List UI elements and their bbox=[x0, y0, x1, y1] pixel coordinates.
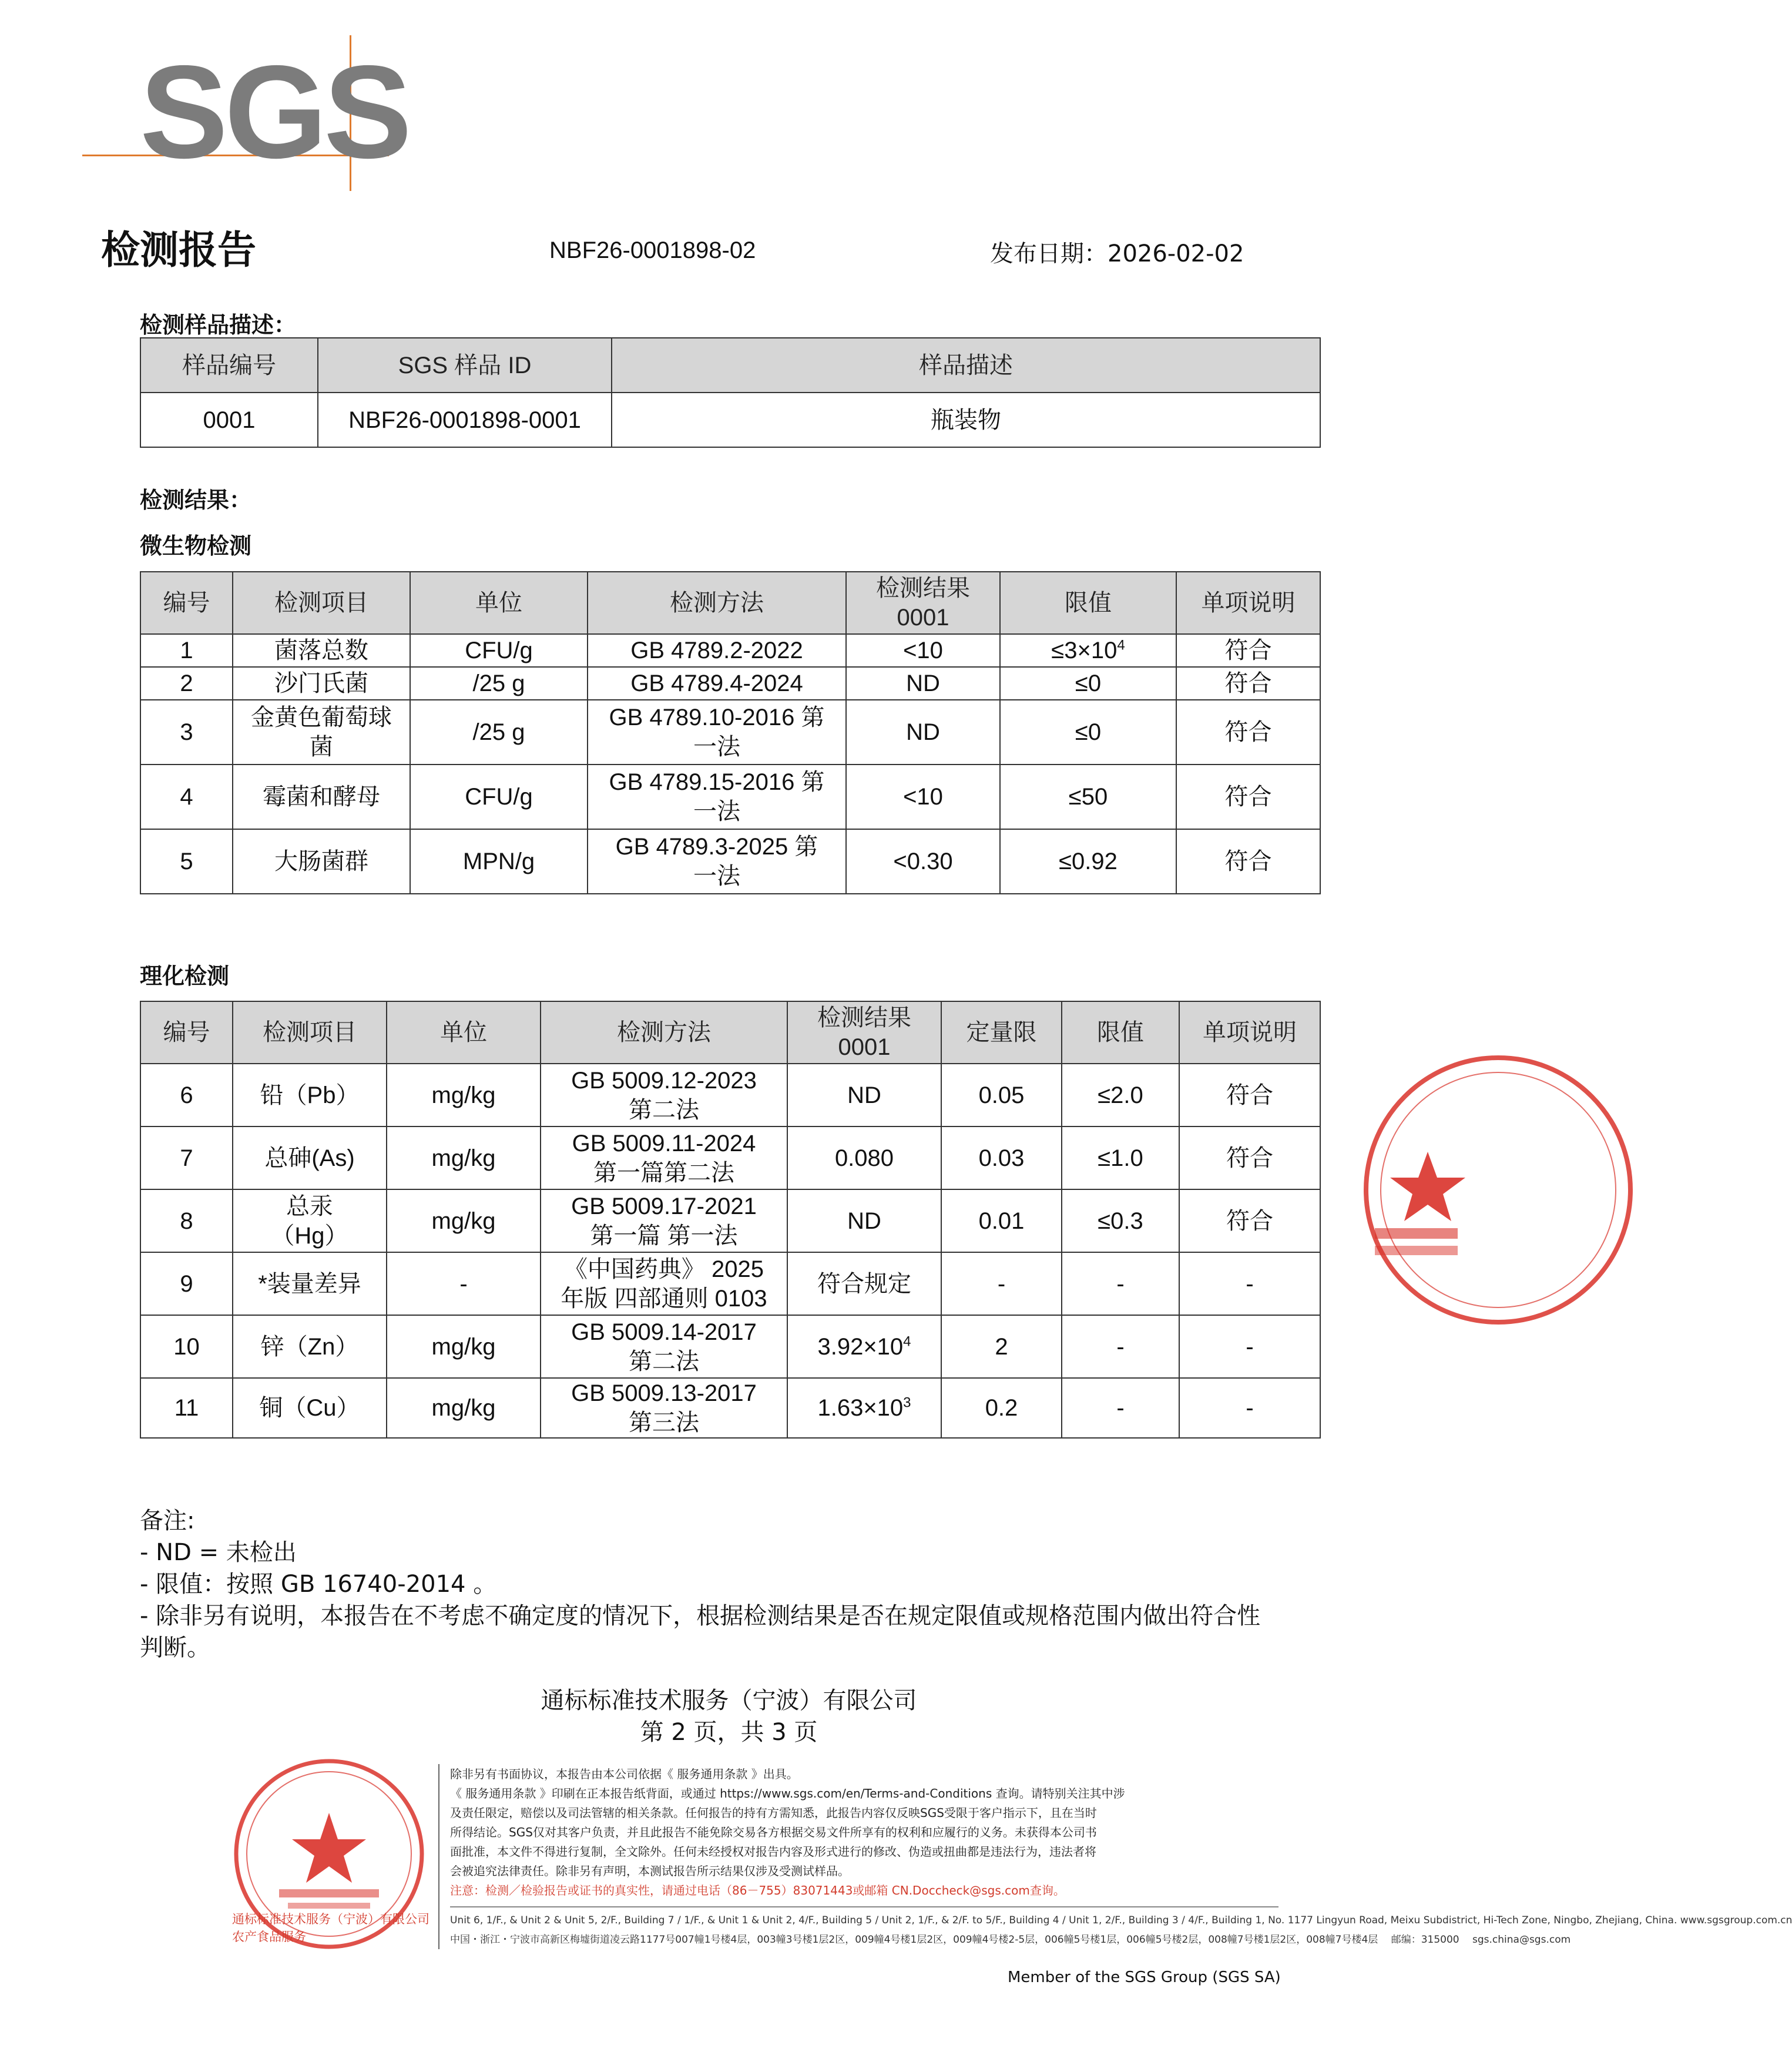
column-header: 编号 bbox=[140, 572, 233, 634]
test-result bbox=[787, 1064, 941, 1126]
unit: CFU/g bbox=[410, 765, 588, 829]
limit bbox=[1000, 667, 1176, 700]
table-row bbox=[140, 829, 1320, 894]
fine-print-line: 面批准，本文件不得进行复制，全文除外。任何未经授权对报告内容及形式进行的修改、伪造或扭曲都是违法行为，违法者将 bbox=[450, 1845, 1096, 1859]
result-value: 3.92×10 bbox=[817, 1333, 904, 1360]
seal-label: 农产食品服务 bbox=[232, 1930, 306, 1944]
micro-section-title: 微生物检测 bbox=[140, 533, 252, 559]
limit: - bbox=[1062, 1378, 1179, 1438]
result-exponent: 3 bbox=[903, 1394, 911, 1411]
limit-value: ≤0 bbox=[1075, 719, 1102, 745]
limit-of-quantitation: - bbox=[941, 1252, 1062, 1315]
test-item: 锌（Zn） bbox=[233, 1315, 387, 1378]
note-line: - ND = 未检出 bbox=[140, 1539, 297, 1566]
item-no: 1 bbox=[140, 634, 233, 667]
test-result bbox=[787, 1252, 941, 1315]
note-line: 判断。 bbox=[140, 1634, 210, 1661]
column-header: 单项说明 bbox=[1176, 572, 1320, 634]
unit: /25 g bbox=[410, 667, 588, 700]
column-header: 限值 bbox=[1062, 1001, 1179, 1064]
fine-print-line: 所得结论。SGS仅对其客户负责，并且此报告不能免除交易各方根据交易文件所享有的权利和应履行的义务。未获得本公司书 bbox=[450, 1825, 1097, 1839]
limit-value: ≤0 bbox=[1075, 670, 1102, 696]
column-header: 单项说明 bbox=[1179, 1001, 1320, 1064]
physicochemical-table bbox=[140, 1001, 1321, 1439]
limit-exponent: 4 bbox=[1117, 637, 1125, 653]
item-no: 8 bbox=[140, 1189, 233, 1252]
address-english: Unit 6, 1/F., & Unit 2 & Unit 5, 2/F., Building 7 / 1/F., & Unit 1 & Unit 2, 4/F., Building 5 / Unit 2, 1/F., & 2/F. to 5/F., Building 4 / Unit 1, 2/F., Building 3 / 4/F., Building 1, No. 1177 Lingyun Road, Meixu Subdistrict, Hi-Tech Zone, Ningbo, Zhejiang, China. www.sgsgroup.com.cn bbox=[450, 1915, 1792, 1926]
result-value: 0.080 bbox=[834, 1145, 894, 1171]
page-edge-seal bbox=[1357, 1052, 1458, 1328]
test-method: GB 5009.11-2024 第一篇第二法 bbox=[541, 1126, 787, 1189]
unit: /25 g bbox=[410, 700, 588, 765]
test-result: ND bbox=[846, 700, 1000, 765]
test-method: GB 4789.3-2025 第 一法 bbox=[588, 829, 846, 894]
limit-value: ≤0.92 bbox=[1059, 849, 1118, 874]
column-header: 检测项目 bbox=[233, 572, 410, 634]
test-item: 霉菌和酵母 bbox=[233, 765, 410, 829]
test-result: <0.30 bbox=[846, 829, 1000, 894]
limit: - bbox=[1062, 1252, 1179, 1315]
address-chinese: 中国・浙江・宁波市高新区梅墟街道凌云路1177号007幢1号楼4层，003幢3号楼1层2区，009幢4号楼1层2区，009幢4号楼2-5层，006幢5号楼1层，006幢5号楼2层，008幢7号楼1层2区，008幢7号楼4层 邮编：315000 sgs.china@sgs.com bbox=[450, 1934, 1571, 1946]
table-row bbox=[140, 765, 1320, 829]
test-result bbox=[787, 1126, 941, 1189]
column-header: 检测项目 bbox=[233, 1001, 387, 1064]
limit: ≤2.0 bbox=[1062, 1064, 1179, 1126]
column-header: 检测结果 0001 bbox=[787, 1001, 941, 1064]
test-method: GB 5009.17-2021 第一篇 第一法 bbox=[541, 1189, 787, 1252]
limit: ≤1.0 bbox=[1062, 1126, 1179, 1189]
verdict: 符合 bbox=[1176, 700, 1320, 765]
verdict: - bbox=[1179, 1378, 1320, 1438]
test-item: 铜（Cu） bbox=[233, 1378, 387, 1438]
test-method: GB 5009.13-2017 第三法 bbox=[541, 1378, 787, 1438]
terms-fine-print bbox=[450, 1765, 1792, 1950]
unit: MPN/g bbox=[410, 829, 588, 894]
verdict: 符合 bbox=[1176, 667, 1320, 700]
sgs-member-text: Member of the SGS Group (SGS SA) bbox=[1008, 1969, 1281, 1986]
test-item: 总砷(As) bbox=[233, 1126, 387, 1189]
item-no: 3 bbox=[140, 700, 233, 765]
test-item: 沙门氏菌 bbox=[233, 667, 410, 700]
test-item: 金黄色葡萄球 菌 bbox=[233, 700, 410, 765]
verdict: 符合 bbox=[1179, 1126, 1320, 1189]
chem-table-header bbox=[140, 1001, 1320, 1064]
footer-company: 通标标准技术服务（宁波）有限公司 bbox=[541, 1687, 917, 1714]
verdict: - bbox=[1179, 1315, 1320, 1378]
table-row bbox=[140, 634, 1320, 667]
micro-table-header bbox=[140, 572, 1320, 634]
test-result bbox=[787, 1189, 941, 1252]
test-result: ND bbox=[846, 667, 1000, 700]
test-method: 《中国药典》 2025 年版 四部通则 0103 bbox=[541, 1252, 787, 1315]
table-row bbox=[140, 1189, 1320, 1252]
column-header: 单位 bbox=[387, 1001, 541, 1064]
item-no: 9 bbox=[140, 1252, 233, 1315]
verdict: - bbox=[1179, 1252, 1320, 1315]
limit-of-quantitation: 0.2 bbox=[941, 1378, 1062, 1438]
verdict: 符合 bbox=[1176, 765, 1320, 829]
fine-print-line: 会被追究法律责任。除非另有声明，本测试报告所示结果仅涉及受测试样品。 bbox=[450, 1864, 850, 1878]
limit-of-quantitation: 0.05 bbox=[941, 1064, 1062, 1126]
limit: ≤0.3 bbox=[1062, 1189, 1179, 1252]
column-header: 限值 bbox=[1000, 572, 1176, 634]
fine-print-divider bbox=[450, 1906, 1278, 1907]
note-line: - 除非另有说明，本报告在不考虑不确定度的情况下，根据检测结果是否在规定限值或规格范围内做出符合性 bbox=[140, 1602, 1261, 1630]
column-header: 检测方法 bbox=[541, 1001, 787, 1064]
limit-of-quantitation: 0.03 bbox=[941, 1126, 1062, 1189]
item-no: 7 bbox=[140, 1126, 233, 1189]
microbiology-table bbox=[140, 571, 1321, 894]
limit bbox=[1000, 634, 1176, 667]
result-value: 符合规定 bbox=[817, 1270, 911, 1297]
unit: - bbox=[387, 1252, 541, 1315]
column-header: 检测方法 bbox=[588, 572, 846, 634]
fine-print-line: 及责任限定，赔偿以及司法管辖的相关条款。任何报告的持有方需知悉，此报告内容仅反映SGS受限于客户指示下，且在当时 bbox=[450, 1806, 1097, 1820]
unit: mg/kg bbox=[387, 1064, 541, 1126]
report-title: 检测报告 bbox=[101, 227, 256, 273]
verdict: 符合 bbox=[1176, 634, 1320, 667]
report-number: NBF26-0001898-02 bbox=[549, 237, 756, 263]
column-header: 检测结果 0001 bbox=[846, 572, 1000, 634]
page-number: 第 2 页，共 3 页 bbox=[640, 1719, 818, 1746]
authenticity-warning: 注意：检测／检验报告或证书的真实性，请通过电话（86－755）83071443或邮箱 CN.Doccheck@sgs.com查询。 bbox=[450, 1883, 1065, 1897]
verdict: 符合 bbox=[1176, 829, 1320, 894]
limit-value: ≤50 bbox=[1068, 784, 1108, 810]
sample-section-title: 检测样品描述： bbox=[140, 312, 297, 338]
test-item: 铅（Pb） bbox=[233, 1064, 387, 1126]
result-value: ND bbox=[847, 1082, 881, 1108]
unit: mg/kg bbox=[387, 1189, 541, 1252]
table-row bbox=[140, 1064, 1320, 1126]
results-title: 检测结果： bbox=[140, 487, 252, 513]
test-item: 菌落总数 bbox=[233, 634, 410, 667]
sample-table bbox=[140, 337, 1321, 448]
table-row bbox=[140, 700, 1320, 765]
table-row bbox=[140, 393, 1320, 447]
test-result bbox=[787, 1378, 941, 1438]
item-no: 2 bbox=[140, 667, 233, 700]
fine-print-left-rule bbox=[438, 1764, 439, 1949]
note-line: - 限值：按照 GB 16740-2014 。 bbox=[140, 1571, 497, 1598]
test-result: <10 bbox=[846, 634, 1000, 667]
limit-value: ≤3×10 bbox=[1051, 638, 1118, 663]
table-row bbox=[140, 667, 1320, 700]
result-value: 1.63×10 bbox=[817, 1395, 904, 1421]
test-method: GB 5009.14-2017 第二法 bbox=[541, 1315, 787, 1378]
table-row bbox=[140, 1378, 1320, 1438]
item-no: 10 bbox=[140, 1315, 233, 1378]
fine-print-line: 除非另有书面协议，本报告由本公司依据《 服务通用条款 》出具。 bbox=[450, 1767, 798, 1781]
result-exponent: 4 bbox=[903, 1333, 911, 1350]
test-method: GB 4789.2-2022 bbox=[588, 634, 846, 667]
limit: - bbox=[1062, 1315, 1179, 1378]
chem-section-title: 理化检测 bbox=[140, 963, 230, 989]
sample-description: 瓶装物 bbox=[612, 393, 1320, 447]
test-item: 大肠菌群 bbox=[233, 829, 410, 894]
column-header: 样品描述 bbox=[612, 338, 1320, 393]
test-result: <10 bbox=[846, 765, 1000, 829]
limit-of-quantitation: 2 bbox=[941, 1315, 1062, 1378]
unit: mg/kg bbox=[387, 1126, 541, 1189]
table-row bbox=[140, 1252, 1320, 1315]
test-item: *装量差异 bbox=[233, 1252, 387, 1315]
limit bbox=[1000, 765, 1176, 829]
item-no: 4 bbox=[140, 765, 233, 829]
sample-no: 0001 bbox=[140, 393, 318, 447]
logo-text: SGS bbox=[140, 38, 409, 186]
item-no: 5 bbox=[140, 829, 233, 894]
limit bbox=[1000, 700, 1176, 765]
column-header: SGS 样品 ID bbox=[318, 338, 612, 393]
test-method: GB 4789.4-2024 bbox=[588, 667, 846, 700]
limit bbox=[1000, 829, 1176, 894]
column-header: 单位 bbox=[410, 572, 588, 634]
table-row bbox=[140, 1126, 1320, 1189]
unit: mg/kg bbox=[387, 1378, 541, 1438]
notes-title: 备注: bbox=[140, 1507, 195, 1534]
test-method: GB 4789.10-2016 第 一法 bbox=[588, 700, 846, 765]
column-header: 编号 bbox=[140, 1001, 233, 1064]
seal-label: 通标标准技术服务（宁波）有限公司 bbox=[232, 1912, 429, 1926]
item-no: 11 bbox=[140, 1378, 233, 1438]
sgs-sample-id: NBF26-0001898-0001 bbox=[318, 393, 612, 447]
test-item: 总汞 （Hg） bbox=[233, 1189, 387, 1252]
unit: mg/kg bbox=[387, 1315, 541, 1378]
test-method: GB 4789.15-2016 第 一法 bbox=[588, 765, 846, 829]
verdict: 符合 bbox=[1179, 1064, 1320, 1126]
sample-table-header bbox=[140, 338, 1320, 393]
unit: CFU/g bbox=[410, 634, 588, 667]
column-header: 样品编号 bbox=[140, 338, 318, 393]
sgs-logo bbox=[82, 35, 409, 186]
result-value: ND bbox=[847, 1208, 881, 1234]
test-result bbox=[787, 1315, 941, 1378]
limit-of-quantitation: 0.01 bbox=[941, 1189, 1062, 1252]
item-no: 6 bbox=[140, 1064, 233, 1126]
fine-print-line: 《 服务通用条款 》印刷在正本报告纸背面，或通过 https://www.sgs.com/en/Terms-and-Conditions 查询。请特别关注其中涉 bbox=[450, 1786, 1125, 1801]
verdict: 符合 bbox=[1179, 1189, 1320, 1252]
test-method: GB 5009.12-2023 第二法 bbox=[541, 1064, 787, 1126]
table-row bbox=[140, 1315, 1320, 1378]
issue-date: 发布日期：2026-02-02 bbox=[990, 240, 1244, 267]
column-header: 定量限 bbox=[941, 1001, 1062, 1064]
